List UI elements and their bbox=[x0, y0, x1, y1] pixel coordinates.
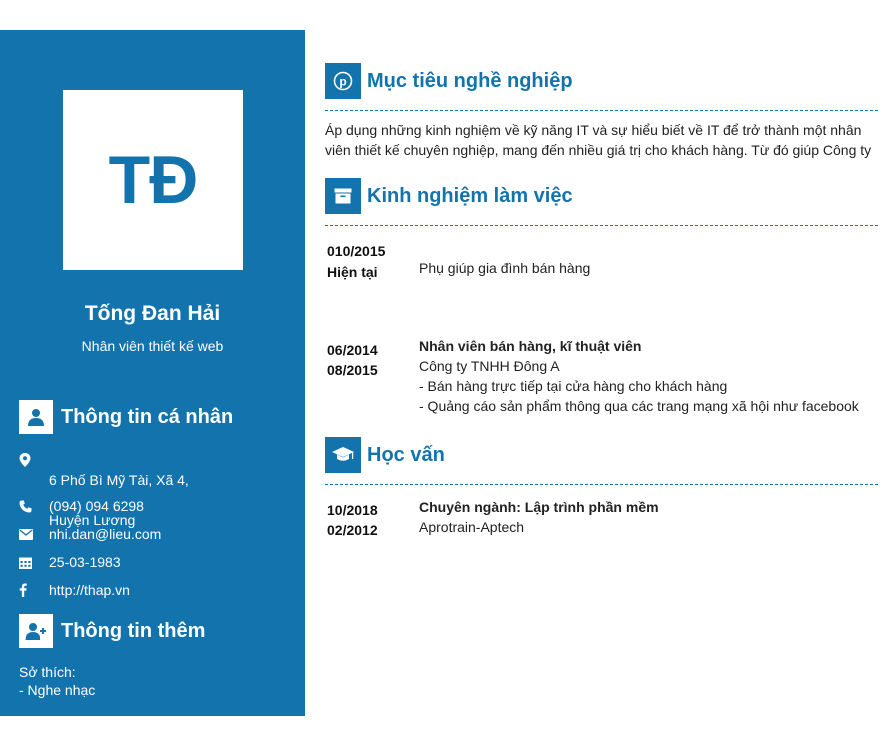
sidebar bbox=[0, 30, 305, 716]
birthday-text: 25-03-1983 bbox=[49, 554, 121, 570]
candidate-name: Tống Đan Hải bbox=[84, 302, 221, 325]
phone-text: (094) 094 6298 bbox=[49, 498, 144, 514]
experience-divider bbox=[325, 225, 878, 226]
experience-heading-label: Kinh nghiệm làm việc bbox=[367, 184, 573, 207]
website-link[interactable]: http://thap.vn bbox=[49, 582, 130, 598]
candidate-job-title: Nhân viên thiết kế web bbox=[81, 338, 224, 354]
map-pin-icon bbox=[19, 450, 49, 470]
website-row bbox=[19, 580, 130, 600]
experience-detail: - Bán hàng trực tiếp tại cửa hàng cho khách hàng bbox=[419, 378, 728, 394]
pinterest-icon bbox=[325, 63, 361, 99]
avatar-initials: TĐ bbox=[108, 142, 198, 218]
svg-text:p: p bbox=[339, 74, 347, 89]
avatar bbox=[63, 90, 243, 270]
add-user-icon bbox=[19, 614, 53, 648]
experience-start-date: 010/2015 bbox=[327, 243, 386, 259]
experience-end-date: 08/2015 bbox=[327, 362, 378, 378]
experience-company: Công ty TNHH Đông A bbox=[419, 358, 560, 374]
address-line-2: Huyện Lương bbox=[49, 512, 136, 528]
hobby-label: Sở thích: bbox=[19, 664, 76, 680]
hobby-item: - Nghe nhạc bbox=[19, 682, 96, 698]
experience-role: Nhân viên bán hàng, kĩ thuật viên bbox=[419, 338, 642, 354]
extra-info-heading-label: Thông tin thêm bbox=[61, 619, 206, 642]
experience-company: Phụ giúp gia đình bán hàng bbox=[419, 260, 591, 276]
calendar-icon bbox=[19, 552, 49, 572]
email-row bbox=[19, 524, 161, 544]
extra-info-heading bbox=[19, 614, 205, 648]
experience-heading bbox=[325, 178, 573, 214]
personal-info-heading-label: Thông tin cá nhân bbox=[61, 405, 234, 428]
experience-end-date: Hiện tại bbox=[327, 264, 378, 280]
education-start-date: 10/2018 bbox=[327, 502, 378, 518]
envelope-icon bbox=[19, 524, 49, 544]
user-icon bbox=[19, 400, 53, 434]
education-major: Chuyên ngành: Lập trình phần mềm bbox=[419, 499, 659, 515]
birthday-row bbox=[19, 552, 121, 572]
education-entry bbox=[419, 497, 659, 537]
archive-box-icon bbox=[325, 178, 361, 214]
experience-entry bbox=[419, 336, 859, 416]
graduation-cap-icon bbox=[325, 437, 361, 473]
education-heading bbox=[325, 437, 445, 473]
experience-start-date: 06/2014 bbox=[327, 342, 378, 358]
education-end-date: 02/2012 bbox=[327, 522, 378, 538]
experience-detail: - Quảng cáo sản phẩm thông qua các trang mạng xã hội như facebook bbox=[419, 398, 859, 414]
objective-heading bbox=[325, 63, 573, 99]
facebook-icon bbox=[19, 580, 49, 600]
phone-icon bbox=[19, 496, 49, 516]
education-heading-label: Học vấn bbox=[367, 443, 445, 466]
objective-heading-label: Mục tiêu nghề nghiệp bbox=[367, 69, 573, 92]
objective-divider bbox=[325, 110, 878, 111]
address-line-1: 6 Phố Bì Mỹ Tài, Xã 4, bbox=[49, 472, 189, 488]
education-divider bbox=[325, 484, 878, 485]
personal-info-heading bbox=[19, 400, 233, 434]
email-text: nhi.dan@lieu.com bbox=[49, 526, 162, 542]
phone-row bbox=[19, 496, 144, 516]
education-school: Aprotrain-Aptech bbox=[419, 519, 525, 535]
objective-text: Áp dụng những kinh nghiệm về kỹ năng IT và sự hiểu biết về IT để trở thành một nhân viên thiết kế chuyên nghiệp, mang đến nhiều giá trị cho khách hàng. Từ đó giúp Công ty bbox=[325, 122, 872, 158]
